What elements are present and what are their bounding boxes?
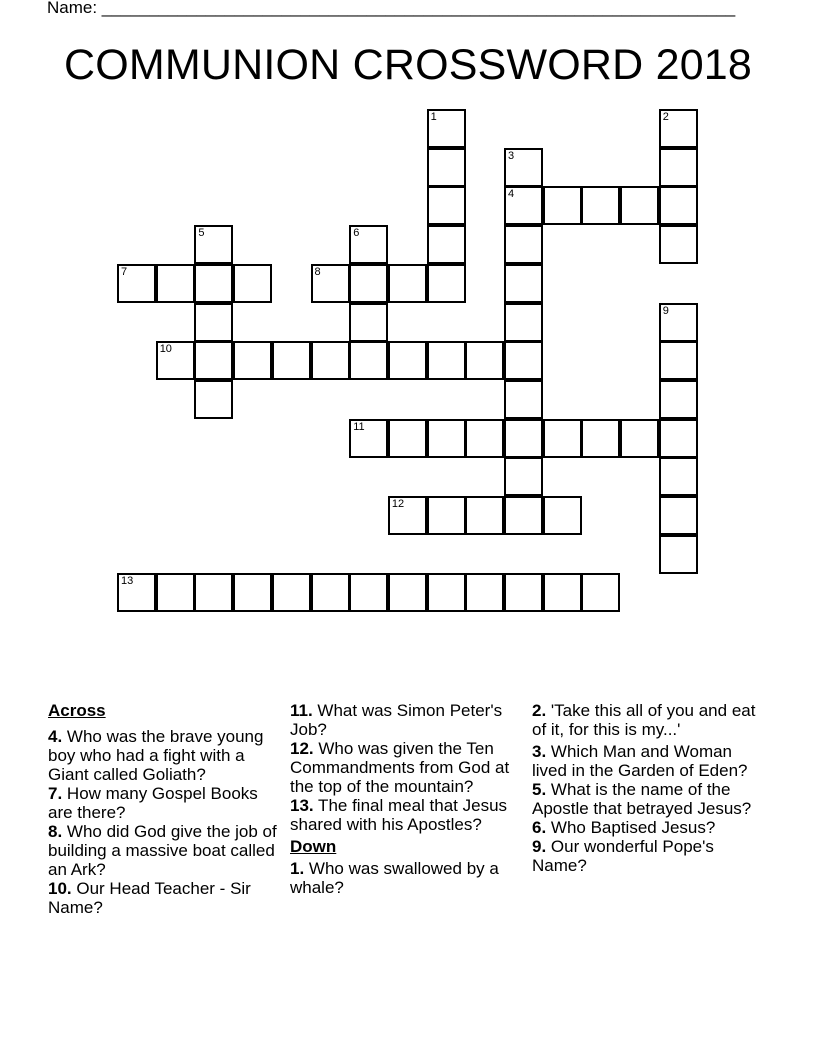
- grid-cell[interactable]: [349, 341, 388, 380]
- clues-column-1: [48, 701, 283, 917]
- clue-down-6: 6. Who Baptised Jesus?: [532, 818, 716, 837]
- grid-cell[interactable]: [388, 341, 427, 380]
- grid-cell[interactable]: [427, 109, 466, 148]
- grid-cell[interactable]: [311, 264, 350, 303]
- clue-across-12: 12. Who was given the Ten Commandments from God at the top of the mountain?: [290, 739, 510, 796]
- grid-cell[interactable]: [194, 380, 233, 419]
- grid-cell[interactable]: [349, 303, 388, 342]
- clue-down-5: 5. What is the name of the Apostle that betrayed Jesus?: [532, 780, 752, 818]
- grid-cell[interactable]: [427, 148, 466, 187]
- cell-number: 2: [662, 111, 669, 123]
- clue-down-1: 1. Who was swallowed by a whale?: [290, 859, 499, 897]
- grid-cell[interactable]: [117, 264, 156, 303]
- grid-cell[interactable]: [659, 341, 698, 380]
- grid-cell[interactable]: [659, 225, 698, 264]
- grid-cell[interactable]: [311, 573, 350, 612]
- grid-cell[interactable]: [194, 303, 233, 342]
- grid-cell[interactable]: [581, 186, 620, 225]
- grid-cell[interactable]: [349, 573, 388, 612]
- grid-cell[interactable]: [581, 573, 620, 612]
- grid-cell[interactable]: [427, 225, 466, 264]
- grid-cell[interactable]: [543, 419, 582, 458]
- grid-cell[interactable]: [659, 457, 698, 496]
- grid-cell[interactable]: [465, 496, 504, 535]
- grid-cell[interactable]: [620, 186, 659, 225]
- clue-across-13: 13. The final meal that Jesus shared with his Apostles?: [290, 796, 508, 834]
- name-field-label: Name: ___________________________________________________________________: [47, 0, 736, 17]
- clue-across-4: 4. Who was the brave young boy who had a fight with a Giant called Goliath?: [48, 727, 264, 784]
- grid-cell[interactable]: [504, 264, 543, 303]
- grid-cell[interactable]: [194, 341, 233, 380]
- grid-cell[interactable]: [659, 496, 698, 535]
- cell-number: 1: [430, 111, 437, 123]
- clue-across-11: 11. What was Simon Peter's Job?: [290, 701, 503, 739]
- grid-cell[interactable]: [233, 573, 272, 612]
- cell-number: 6: [353, 227, 360, 240]
- grid-cell[interactable]: [543, 496, 582, 535]
- clues-column-3: [532, 701, 767, 875]
- grid-cell[interactable]: [659, 303, 698, 342]
- grid-cell[interactable]: [156, 264, 195, 303]
- cell-number: 4: [508, 188, 515, 201]
- grid-cell[interactable]: [504, 419, 543, 458]
- cell-number: 8: [314, 265, 321, 278]
- grid-cell[interactable]: [156, 341, 195, 380]
- grid-cell[interactable]: [427, 341, 466, 380]
- page-title: COMMUNION CROSSWORD 2018: [63, 41, 753, 89]
- grid-cell[interactable]: [465, 573, 504, 612]
- grid-cell[interactable]: [194, 225, 233, 264]
- clues-column-2: [290, 701, 525, 897]
- grid-cell[interactable]: [349, 419, 388, 458]
- grid-cell[interactable]: [156, 573, 195, 612]
- grid-cell[interactable]: [427, 496, 466, 535]
- grid-cell[interactable]: [311, 341, 350, 380]
- grid-cell[interactable]: [427, 186, 466, 225]
- cell-number: 13: [121, 575, 134, 588]
- grid-cell[interactable]: [272, 341, 311, 380]
- grid-cell[interactable]: [504, 186, 543, 225]
- grid-cell[interactable]: [581, 419, 620, 458]
- cell-number: 12: [391, 498, 405, 510]
- grid-cell[interactable]: [349, 264, 388, 303]
- grid-cell[interactable]: [465, 419, 504, 458]
- grid-cell[interactable]: [349, 225, 388, 264]
- grid-cell[interactable]: [659, 380, 698, 419]
- grid-cell[interactable]: [388, 496, 427, 535]
- grid-cell[interactable]: [659, 109, 698, 148]
- grid-cell[interactable]: [504, 341, 543, 380]
- clue-down-9: 9. Our wonderful Pope's Name?: [532, 837, 714, 875]
- cell-number: 3: [508, 149, 515, 162]
- clue-across-10: 10. Our Head Teacher - Sir Name?: [48, 879, 251, 917]
- clue-down-3: 3. Which Man and Woman lived in the Garden of Eden?: [532, 742, 748, 780]
- clue-down-2: 2. 'Take this all of you and eat of it, for this is my...': [532, 701, 756, 739]
- cell-number: 9: [662, 304, 669, 317]
- grid-cell[interactable]: [117, 573, 156, 612]
- grid-cell[interactable]: [194, 264, 233, 303]
- cell-number: 11: [353, 420, 365, 433]
- grid-cell[interactable]: [543, 186, 582, 225]
- grid-cell[interactable]: [504, 380, 543, 419]
- grid-cell[interactable]: [233, 264, 272, 303]
- grid-cell[interactable]: [233, 341, 272, 380]
- grid-cell[interactable]: [659, 186, 698, 225]
- grid-cell[interactable]: [504, 303, 543, 342]
- grid-cell[interactable]: [465, 341, 504, 380]
- grid-cell[interactable]: [543, 573, 582, 612]
- grid-cell[interactable]: [388, 264, 427, 303]
- grid-cell[interactable]: [659, 535, 698, 574]
- clue-across-8: 8. Who did God give the job of building a massive boat called an Ark?: [48, 822, 277, 879]
- cell-number: 5: [198, 227, 205, 240]
- grid-cell[interactable]: [388, 419, 427, 458]
- clue-across-7: 7. How many Gospel Books are there?: [48, 784, 258, 822]
- grid-cell[interactable]: [504, 148, 543, 187]
- down-heading: Down: [290, 837, 337, 856]
- cell-number: 10: [159, 343, 172, 356]
- grid-cell[interactable]: [504, 457, 543, 496]
- grid-cell[interactable]: [659, 419, 698, 458]
- grid-cell[interactable]: [504, 496, 543, 535]
- grid-cell[interactable]: [194, 573, 233, 612]
- grid-cell[interactable]: [620, 419, 659, 458]
- cell-number: 7: [121, 265, 128, 278]
- across-heading: Across: [48, 701, 106, 720]
- grid-cell[interactable]: [388, 573, 427, 612]
- grid-cell[interactable]: [659, 148, 698, 187]
- grid-cell[interactable]: [427, 573, 466, 612]
- grid-cell[interactable]: [272, 573, 311, 612]
- grid-cell[interactable]: [427, 419, 466, 458]
- grid-cell[interactable]: [504, 225, 543, 264]
- grid-cell[interactable]: [504, 573, 543, 612]
- grid-cell[interactable]: [427, 264, 466, 303]
